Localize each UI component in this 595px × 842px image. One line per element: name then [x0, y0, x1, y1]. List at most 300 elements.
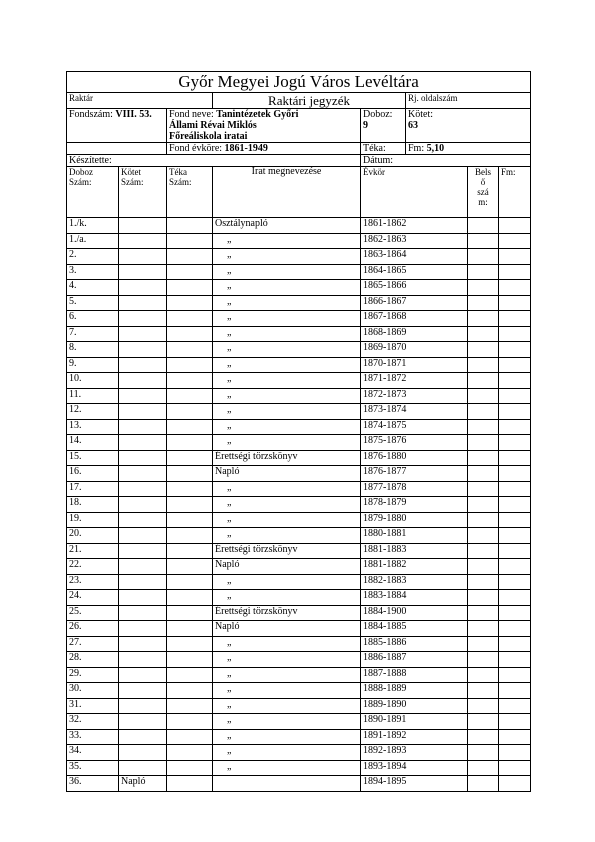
- row-belso: [468, 264, 499, 280]
- col-header-teka: Téka Szám:: [167, 167, 213, 218]
- row-fm: [499, 419, 531, 435]
- row-fm: [499, 388, 531, 404]
- row-irat: „: [213, 342, 361, 358]
- column-header-row: [67, 167, 531, 218]
- row-kotet: [119, 342, 167, 358]
- row-kotet: [119, 729, 167, 745]
- row-fm: [499, 621, 531, 637]
- fondszam-cell: [67, 109, 167, 143]
- table-row: [67, 667, 531, 683]
- row-kotet: [119, 466, 167, 482]
- row-doboz: 34.: [67, 745, 119, 761]
- row-evkor: 1879-1880: [361, 512, 468, 528]
- row-belso: [468, 404, 499, 420]
- row-evkor: 1894-1895: [361, 776, 468, 792]
- row-kotet: [119, 419, 167, 435]
- table-row: [67, 497, 531, 513]
- row-teka: [167, 760, 213, 776]
- datum-label: Dátum:: [361, 155, 531, 167]
- row-evkor: 1881-1883: [361, 543, 468, 559]
- row-doboz: 16.: [67, 466, 119, 482]
- table-row: [67, 295, 531, 311]
- table-row: [67, 528, 531, 544]
- row-doboz: 22.: [67, 559, 119, 575]
- row-teka: [167, 435, 213, 451]
- empty-cell: [67, 143, 167, 155]
- row-fm: [499, 497, 531, 513]
- row-kotet: [119, 714, 167, 730]
- row-doboz: 3.: [67, 264, 119, 280]
- row-evkor: 1884-1885: [361, 621, 468, 637]
- row-teka: [167, 419, 213, 435]
- row-fm: [499, 714, 531, 730]
- row-teka: [167, 714, 213, 730]
- row-irat: „: [213, 435, 361, 451]
- row-irat: „: [213, 233, 361, 249]
- row-fm: [499, 295, 531, 311]
- fondszam-value: VIII. 53.: [115, 109, 152, 120]
- row-evkor: 1878-1879: [361, 497, 468, 513]
- col-header-fm: Fm:: [499, 167, 531, 218]
- row-belso: [468, 342, 499, 358]
- table-row: [67, 342, 531, 358]
- fond-neve-label: Fond neve:: [169, 109, 214, 120]
- row-doboz: 27.: [67, 636, 119, 652]
- row-belso: [468, 683, 499, 699]
- row-belso: [468, 714, 499, 730]
- row-fm: [499, 512, 531, 528]
- table-row: [67, 264, 531, 280]
- row-belso: [468, 621, 499, 637]
- row-kotet: [119, 373, 167, 389]
- row-evkor: 1861-1862: [361, 218, 468, 234]
- row-fm: [499, 435, 531, 451]
- row-irat: „: [213, 280, 361, 296]
- row-doboz: 25.: [67, 605, 119, 621]
- row-kotet: [119, 760, 167, 776]
- row-evkor: 1889-1890: [361, 698, 468, 714]
- row-irat: „: [213, 760, 361, 776]
- row-doboz: 26.: [67, 621, 119, 637]
- row-belso: [468, 311, 499, 327]
- row-fm: [499, 745, 531, 761]
- row-kotet: [119, 543, 167, 559]
- row-kotet: [119, 667, 167, 683]
- row-belso: [468, 388, 499, 404]
- document-subtitle: Raktári jegyzék: [213, 93, 406, 109]
- table-row: [67, 636, 531, 652]
- row-irat: Érettségi törzskönyv: [213, 450, 361, 466]
- row-teka: [167, 466, 213, 482]
- row-belso: [468, 543, 499, 559]
- row-irat: Érettségi törzskönyv: [213, 543, 361, 559]
- row-fm: [499, 326, 531, 342]
- table-row: [67, 652, 531, 668]
- row-teka: [167, 218, 213, 234]
- row-evkor: 1864-1865: [361, 264, 468, 280]
- row-evkor: 1875-1876: [361, 435, 468, 451]
- row-belso: [468, 776, 499, 792]
- row-teka: [167, 311, 213, 327]
- table-row: [67, 776, 531, 792]
- row-teka: [167, 342, 213, 358]
- row-belso: [468, 729, 499, 745]
- row-doboz: 4.: [67, 280, 119, 296]
- row-fm: [499, 264, 531, 280]
- row-teka: [167, 280, 213, 296]
- row-evkor: 1893-1894: [361, 760, 468, 776]
- row-irat: „: [213, 729, 361, 745]
- row-evkor: 1876-1877: [361, 466, 468, 482]
- row-teka: [167, 497, 213, 513]
- table-row: [67, 698, 531, 714]
- row-irat: Napló: [213, 621, 361, 637]
- row-irat: „: [213, 311, 361, 327]
- row-kotet: [119, 621, 167, 637]
- table-row: [67, 435, 531, 451]
- row-teka: [167, 574, 213, 590]
- row-kotet: [119, 652, 167, 668]
- row-kotet: [119, 233, 167, 249]
- row-teka: [167, 264, 213, 280]
- kotet-label: Kötet:: [408, 109, 433, 120]
- row-belso: [468, 419, 499, 435]
- row-evkor: 1877-1878: [361, 481, 468, 497]
- row-doboz: 15.: [67, 450, 119, 466]
- row-teka: [167, 605, 213, 621]
- row-belso: [468, 590, 499, 606]
- table-row: [67, 466, 531, 482]
- row-kotet: [119, 357, 167, 373]
- archive-title: Győr Megyei Jogú Város Levéltára: [67, 72, 531, 93]
- row-belso: [468, 760, 499, 776]
- row-evkor: 1883-1884: [361, 590, 468, 606]
- table-row: [67, 543, 531, 559]
- row-doboz: 31.: [67, 698, 119, 714]
- row-evkor: 1881-1882: [361, 559, 468, 575]
- fond-evkore-cell: [167, 143, 361, 155]
- row-belso: [468, 450, 499, 466]
- row-belso: [468, 574, 499, 590]
- row-teka: [167, 698, 213, 714]
- table-row: [67, 249, 531, 265]
- row-evkor: 1863-1864: [361, 249, 468, 265]
- row-irat: „: [213, 404, 361, 420]
- row-irat: Érettségi törzskönyv: [213, 605, 361, 621]
- row-irat: „: [213, 512, 361, 528]
- row-doboz: 1./a.: [67, 233, 119, 249]
- row-fm: [499, 683, 531, 699]
- row-doboz: 10.: [67, 373, 119, 389]
- fond-neve-line2: Állami Révai Miklós: [169, 120, 257, 131]
- row-irat: „: [213, 528, 361, 544]
- row-doboz: 7.: [67, 326, 119, 342]
- row-teka: [167, 667, 213, 683]
- row-irat: „: [213, 249, 361, 265]
- table-row: [67, 512, 531, 528]
- fond-neve-line3: Főreáliskola iratai: [169, 131, 248, 142]
- row-fm: [499, 652, 531, 668]
- row-kotet: [119, 683, 167, 699]
- row-kotet: [119, 636, 167, 652]
- row-fm: [499, 776, 531, 792]
- col-header-belso: Bels ő szá m:: [468, 167, 499, 218]
- row-fm: [499, 559, 531, 575]
- row-evkor: 1871-1872: [361, 373, 468, 389]
- row-doboz: 6.: [67, 311, 119, 327]
- row-evkor: 1891-1892: [361, 729, 468, 745]
- row-fm: [499, 249, 531, 265]
- row-kotet: [119, 450, 167, 466]
- row-belso: [468, 528, 499, 544]
- table-row: [67, 481, 531, 497]
- row-belso: [468, 497, 499, 513]
- row-fm: [499, 218, 531, 234]
- row-fm: [499, 342, 531, 358]
- row-teka: [167, 512, 213, 528]
- kotet-cell: [406, 109, 531, 143]
- row-fm: [499, 280, 531, 296]
- row-doboz: 35.: [67, 760, 119, 776]
- row-fm: [499, 466, 531, 482]
- row-evkor: 1870-1871: [361, 357, 468, 373]
- row-teka: [167, 249, 213, 265]
- row-evkor: 1880-1881: [361, 528, 468, 544]
- row-fm: [499, 590, 531, 606]
- row-irat: Osztálynapló: [213, 218, 361, 234]
- row-teka: [167, 559, 213, 575]
- col-header-doboz: Doboz Szám:: [67, 167, 119, 218]
- row-belso: [468, 559, 499, 575]
- table-row: [67, 574, 531, 590]
- table-row: [67, 326, 531, 342]
- row-doboz: 33.: [67, 729, 119, 745]
- row-doboz: 5.: [67, 295, 119, 311]
- row-fm: [499, 311, 531, 327]
- row-irat: „: [213, 714, 361, 730]
- row-doboz: 17.: [67, 481, 119, 497]
- row-kotet: [119, 698, 167, 714]
- row-evkor: 1873-1874: [361, 404, 468, 420]
- row-doboz: 11.: [67, 388, 119, 404]
- row-evkor: 1886-1887: [361, 652, 468, 668]
- row-belso: [468, 326, 499, 342]
- row-kotet: [119, 590, 167, 606]
- fm-cell: [406, 143, 531, 155]
- fond-evkore-value: 1861-1949: [224, 143, 268, 154]
- row-irat: „: [213, 497, 361, 513]
- table-row: [67, 605, 531, 621]
- row-evkor: 1884-1900: [361, 605, 468, 621]
- row-irat: „: [213, 636, 361, 652]
- table-row: [67, 280, 531, 296]
- row-kotet: [119, 435, 167, 451]
- row-fm: [499, 404, 531, 420]
- row-teka: [167, 729, 213, 745]
- kotet-value: 63: [408, 120, 418, 131]
- row-evkor: 1882-1883: [361, 574, 468, 590]
- row-fm: [499, 373, 531, 389]
- table-row: [67, 745, 531, 761]
- doboz-label: Doboz:: [363, 109, 393, 120]
- row-teka: [167, 326, 213, 342]
- row-evkor: 1866-1867: [361, 295, 468, 311]
- row-doboz: 24.: [67, 590, 119, 606]
- fm-value: 5,10: [426, 143, 445, 154]
- row-irat: Napló: [213, 559, 361, 575]
- row-kotet: [119, 745, 167, 761]
- table-row: [67, 404, 531, 420]
- row-fm: [499, 605, 531, 621]
- row-doboz: 12.: [67, 404, 119, 420]
- row-irat: „: [213, 326, 361, 342]
- row-teka: [167, 404, 213, 420]
- row-teka: [167, 590, 213, 606]
- fondszam-label: Fondszám:: [69, 109, 113, 120]
- table-row: [67, 388, 531, 404]
- fond-neve-cell: [167, 109, 361, 143]
- row-kotet: [119, 280, 167, 296]
- table-row: [67, 729, 531, 745]
- fm-label: Fm:: [408, 143, 425, 154]
- row-belso: [468, 218, 499, 234]
- row-teka: [167, 388, 213, 404]
- row-doboz: 21.: [67, 543, 119, 559]
- row-irat: „: [213, 652, 361, 668]
- row-teka: [167, 652, 213, 668]
- row-fm: [499, 481, 531, 497]
- row-fm: [499, 698, 531, 714]
- row-irat: „: [213, 295, 361, 311]
- row-evkor: 1867-1868: [361, 311, 468, 327]
- table-row: [67, 357, 531, 373]
- row-fm: [499, 528, 531, 544]
- rj-page-label: Rj. oldalszám: [406, 93, 531, 109]
- row-belso: [468, 605, 499, 621]
- row-irat: „: [213, 574, 361, 590]
- row-irat: „: [213, 264, 361, 280]
- table-row: [67, 218, 531, 234]
- row-belso: [468, 466, 499, 482]
- row-evkor: 1862-1863: [361, 233, 468, 249]
- table-row: [67, 714, 531, 730]
- row-kotet: [119, 481, 167, 497]
- row-belso: [468, 698, 499, 714]
- row-teka: [167, 776, 213, 792]
- row-fm: [499, 729, 531, 745]
- row-irat: „: [213, 481, 361, 497]
- keszitette-label: Készítette:: [67, 155, 361, 167]
- row-kotet: Napló: [119, 776, 167, 792]
- row-evkor: 1885-1886: [361, 636, 468, 652]
- col-header-irat: Irat megnevezése: [213, 167, 361, 218]
- fond-evkore-label: Fond évköre:: [169, 143, 223, 154]
- table-row: [67, 311, 531, 327]
- row-kotet: [119, 249, 167, 265]
- row-doboz: 32.: [67, 714, 119, 730]
- fond-neve-line1: Tanintézetek Győri: [216, 109, 299, 120]
- row-kotet: [119, 388, 167, 404]
- row-doboz: 8.: [67, 342, 119, 358]
- row-kotet: [119, 512, 167, 528]
- row-evkor: 1876-1880: [361, 450, 468, 466]
- row-teka: [167, 233, 213, 249]
- row-teka: [167, 357, 213, 373]
- row-teka: [167, 621, 213, 637]
- row-teka: [167, 450, 213, 466]
- row-irat: [213, 776, 361, 792]
- row-evkor: 1892-1893: [361, 745, 468, 761]
- table-row: [67, 760, 531, 776]
- row-teka: [167, 543, 213, 559]
- raktar-label: Raktár: [67, 93, 213, 109]
- row-belso: [468, 636, 499, 652]
- table-row: [67, 233, 531, 249]
- table-row: [67, 450, 531, 466]
- row-fm: [499, 574, 531, 590]
- row-fm: [499, 450, 531, 466]
- row-kotet: [119, 559, 167, 575]
- row-kotet: [119, 528, 167, 544]
- row-doboz: 18.: [67, 497, 119, 513]
- row-teka: [167, 528, 213, 544]
- row-kotet: [119, 605, 167, 621]
- row-teka: [167, 373, 213, 389]
- row-kotet: [119, 218, 167, 234]
- row-doboz: 13.: [67, 419, 119, 435]
- row-fm: [499, 667, 531, 683]
- row-evkor: 1872-1873: [361, 388, 468, 404]
- row-irat: „: [213, 667, 361, 683]
- row-belso: [468, 512, 499, 528]
- row-doboz: 14.: [67, 435, 119, 451]
- row-belso: [468, 280, 499, 296]
- row-evkor: 1865-1866: [361, 280, 468, 296]
- row-irat: „: [213, 388, 361, 404]
- col-header-kotet: Kötet Szám:: [119, 167, 167, 218]
- row-teka: [167, 683, 213, 699]
- row-belso: [468, 249, 499, 265]
- row-irat: „: [213, 683, 361, 699]
- row-irat: „: [213, 698, 361, 714]
- teka-label: Téka:: [361, 143, 406, 155]
- row-doboz: 29.: [67, 667, 119, 683]
- row-belso: [468, 652, 499, 668]
- row-irat: „: [213, 590, 361, 606]
- row-kotet: [119, 404, 167, 420]
- table-row: [67, 373, 531, 389]
- row-doboz: 19.: [67, 512, 119, 528]
- row-fm: [499, 543, 531, 559]
- row-evkor: 1868-1869: [361, 326, 468, 342]
- row-evkor: 1869-1870: [361, 342, 468, 358]
- row-fm: [499, 760, 531, 776]
- row-belso: [468, 481, 499, 497]
- row-kotet: [119, 497, 167, 513]
- row-teka: [167, 295, 213, 311]
- row-belso: [468, 745, 499, 761]
- row-teka: [167, 745, 213, 761]
- row-evkor: 1890-1891: [361, 714, 468, 730]
- row-kotet: [119, 574, 167, 590]
- row-irat: „: [213, 745, 361, 761]
- row-belso: [468, 357, 499, 373]
- doboz-cell: [361, 109, 406, 143]
- row-doboz: 1./k.: [67, 218, 119, 234]
- table-row: [67, 419, 531, 435]
- row-kotet: [119, 311, 167, 327]
- row-belso: [468, 435, 499, 451]
